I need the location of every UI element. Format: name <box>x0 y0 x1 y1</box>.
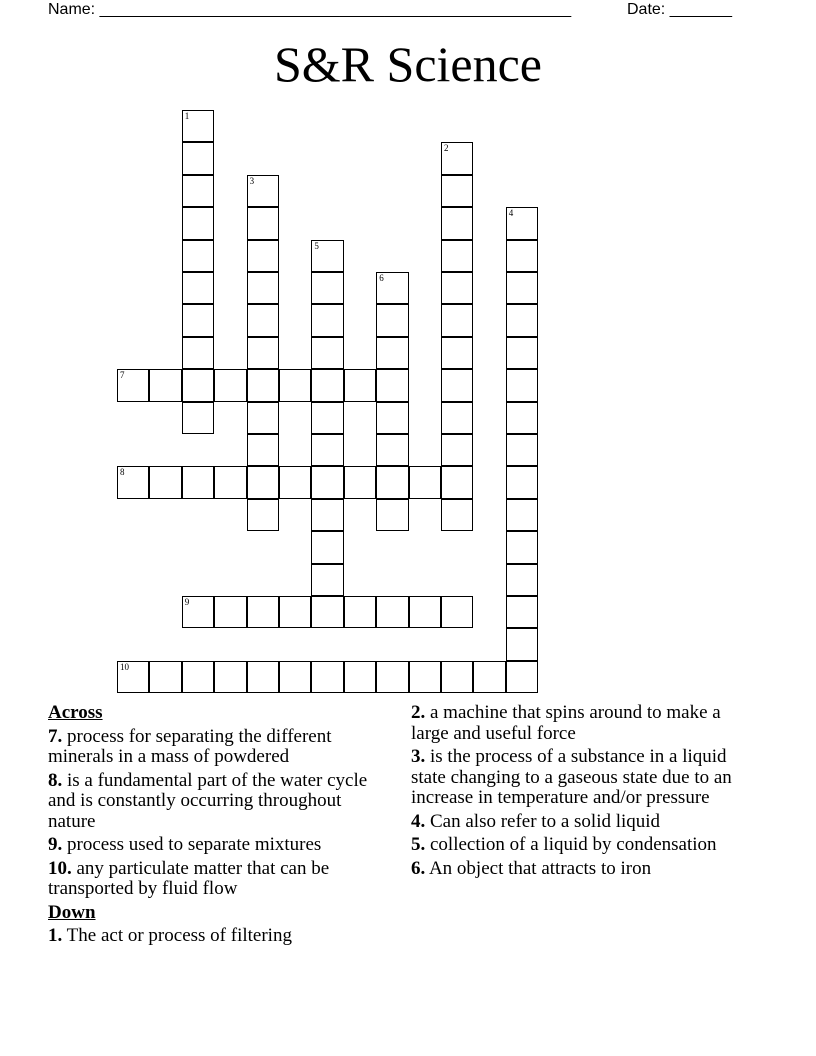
grid-cell[interactable] <box>182 207 214 239</box>
grid-cell[interactable] <box>441 175 473 207</box>
clue-down-2: 2. a machine that spins around to make a large and useful force <box>411 702 721 744</box>
grid-cell[interactable] <box>441 240 473 272</box>
grid-cell[interactable] <box>506 466 538 498</box>
grid-cell[interactable] <box>117 466 149 498</box>
grid-cell[interactable] <box>247 337 279 369</box>
date-field-label: Date: _______ <box>627 1 732 18</box>
grid-cell[interactable] <box>376 596 408 628</box>
grid-cell[interactable] <box>376 499 408 531</box>
grid-cell[interactable] <box>247 434 279 466</box>
grid-cell[interactable] <box>279 661 311 693</box>
clue-number-label: 7 <box>120 370 125 381</box>
grid-cell[interactable] <box>279 369 311 401</box>
grid-cell[interactable] <box>247 369 279 401</box>
grid-cell[interactable] <box>409 466 441 498</box>
grid-cell[interactable] <box>311 402 343 434</box>
clue-down-6: 6. An object that attracts to iron <box>411 857 652 879</box>
grid-cell[interactable] <box>441 207 473 239</box>
grid-cell[interactable] <box>506 369 538 401</box>
clue-across-10: 10. any particulate matter that can be transported by fluid flow <box>48 857 330 899</box>
grid-cell[interactable] <box>279 596 311 628</box>
grid-cell[interactable] <box>117 661 149 693</box>
grid-cell[interactable] <box>311 499 343 531</box>
clue-across-7: 7. process for separating the different minerals in a mass of powdered <box>48 725 332 767</box>
grid-cell[interactable] <box>311 272 343 304</box>
grid-cell[interactable] <box>214 596 246 628</box>
grid-cell[interactable] <box>441 272 473 304</box>
down-heading: Down <box>48 901 96 923</box>
grid-cell[interactable] <box>506 661 538 693</box>
grid-cell[interactable] <box>376 304 408 336</box>
grid-cell[interactable] <box>344 596 376 628</box>
grid-cell[interactable] <box>182 175 214 207</box>
grid-cell[interactable] <box>182 402 214 434</box>
grid-cell[interactable] <box>506 499 538 531</box>
grid-cell[interactable] <box>247 175 279 207</box>
grid-cell[interactable] <box>214 661 246 693</box>
grid-cell[interactable] <box>117 369 149 401</box>
grid-cell[interactable] <box>506 337 538 369</box>
grid-cell[interactable] <box>182 596 214 628</box>
grid-cell[interactable] <box>506 272 538 304</box>
grid-cell[interactable] <box>376 402 408 434</box>
grid-cell[interactable] <box>279 466 311 498</box>
clue-number-label: 3 <box>249 175 255 186</box>
grid-cell[interactable] <box>441 369 473 401</box>
grid-cell[interactable] <box>441 337 473 369</box>
grid-cell[interactable] <box>182 142 214 174</box>
grid-cell[interactable] <box>506 207 538 239</box>
grid-cell[interactable] <box>376 661 408 693</box>
grid-cell[interactable] <box>376 272 408 304</box>
grid-cell[interactable] <box>247 596 279 628</box>
clue-number-label: 9 <box>184 597 190 607</box>
grid-cell[interactable] <box>247 207 279 239</box>
clue-number-label: 10 <box>120 661 129 672</box>
grid-cell[interactable] <box>376 434 408 466</box>
clues-right-column <box>411 703 761 882</box>
clue-down-4: 4. Can also refer to a solid liquid <box>411 810 661 832</box>
grid-cell[interactable] <box>506 564 538 596</box>
grid-cell[interactable] <box>311 337 343 369</box>
across-heading: Across <box>48 702 103 723</box>
grid-cell[interactable] <box>473 661 505 693</box>
page-title: S&R Science <box>273 36 543 92</box>
grid-cell[interactable] <box>441 402 473 434</box>
grid-cell[interactable] <box>311 531 343 563</box>
grid-cell[interactable] <box>311 304 343 336</box>
grid-cell[interactable] <box>441 596 473 628</box>
grid-cell[interactable] <box>247 304 279 336</box>
grid-cell[interactable] <box>247 661 279 693</box>
grid-cell[interactable] <box>506 596 538 628</box>
grid-cell[interactable] <box>506 434 538 466</box>
clue-down-1: 1. The act or process of filtering <box>48 925 292 946</box>
grid-cell[interactable] <box>376 337 408 369</box>
grid-cell[interactable] <box>311 596 343 628</box>
grid-cell[interactable] <box>214 466 246 498</box>
clue-number-label: 4 <box>508 208 514 219</box>
grid-cell[interactable] <box>149 661 181 693</box>
grid-cell[interactable] <box>182 240 214 272</box>
grid-cell[interactable] <box>344 369 376 401</box>
grid-cell[interactable] <box>506 628 538 660</box>
grid-cell[interactable] <box>182 466 214 498</box>
grid-cell[interactable] <box>409 596 441 628</box>
clue-across-8: 8. is a fundamental part of the water cycle and is constantly occurring throughout nature <box>48 769 368 832</box>
grid-cell[interactable] <box>149 369 181 401</box>
grid-cell[interactable] <box>441 661 473 693</box>
clue-number-label: 2 <box>444 143 449 154</box>
grid-cell[interactable] <box>182 272 214 304</box>
grid-cell[interactable] <box>182 337 214 369</box>
grid-cell[interactable] <box>344 661 376 693</box>
grid-cell[interactable] <box>311 369 343 401</box>
grid-cell[interactable] <box>247 240 279 272</box>
grid-cell[interactable] <box>376 369 408 401</box>
grid-cell[interactable] <box>506 304 538 336</box>
clue-number-label: 1 <box>184 111 190 121</box>
grid-cell[interactable] <box>441 434 473 466</box>
grid-cell[interactable] <box>311 564 343 596</box>
grid-cell[interactable] <box>214 369 246 401</box>
grid-cell[interactable] <box>247 272 279 304</box>
grid-cell[interactable] <box>506 402 538 434</box>
clue-across-9: 9. process used to separate mixtures <box>48 834 322 855</box>
grid-cell[interactable] <box>311 434 343 466</box>
grid-cell[interactable] <box>182 369 214 401</box>
grid-cell[interactable] <box>441 304 473 336</box>
grid-cell[interactable] <box>149 466 181 498</box>
name-field-label: Name: _____________________________________________________ <box>48 1 572 18</box>
grid-cell[interactable] <box>311 466 343 498</box>
grid-cell[interactable] <box>441 466 473 498</box>
clue-number-label: 8 <box>120 467 125 478</box>
grid-cell[interactable] <box>247 466 279 498</box>
grid-cell[interactable] <box>182 110 214 142</box>
clue-number-label: 5 <box>314 240 319 251</box>
grid-cell[interactable] <box>182 304 214 336</box>
grid-cell[interactable] <box>311 240 343 272</box>
grid-cell[interactable] <box>311 661 343 693</box>
clue-down-3: 3. is the process of a substance in a liquid state changing to a gaseous state due to an increase in temperature and/or pressure <box>411 746 732 808</box>
clue-down-5: 5. collection of a liquid by condensation <box>411 834 717 855</box>
grid-cell[interactable] <box>247 499 279 531</box>
grid-cell[interactable] <box>344 466 376 498</box>
grid-cell[interactable] <box>441 499 473 531</box>
clue-number-label: 6 <box>379 273 384 283</box>
grid-cell[interactable] <box>409 661 441 693</box>
grid-cell[interactable] <box>182 661 214 693</box>
grid-cell[interactable] <box>247 402 279 434</box>
grid-cell[interactable] <box>441 142 473 174</box>
grid-cell[interactable] <box>376 466 408 498</box>
clues-left-column <box>48 703 378 950</box>
grid-cell[interactable] <box>506 531 538 563</box>
grid-cell[interactable] <box>506 240 538 272</box>
